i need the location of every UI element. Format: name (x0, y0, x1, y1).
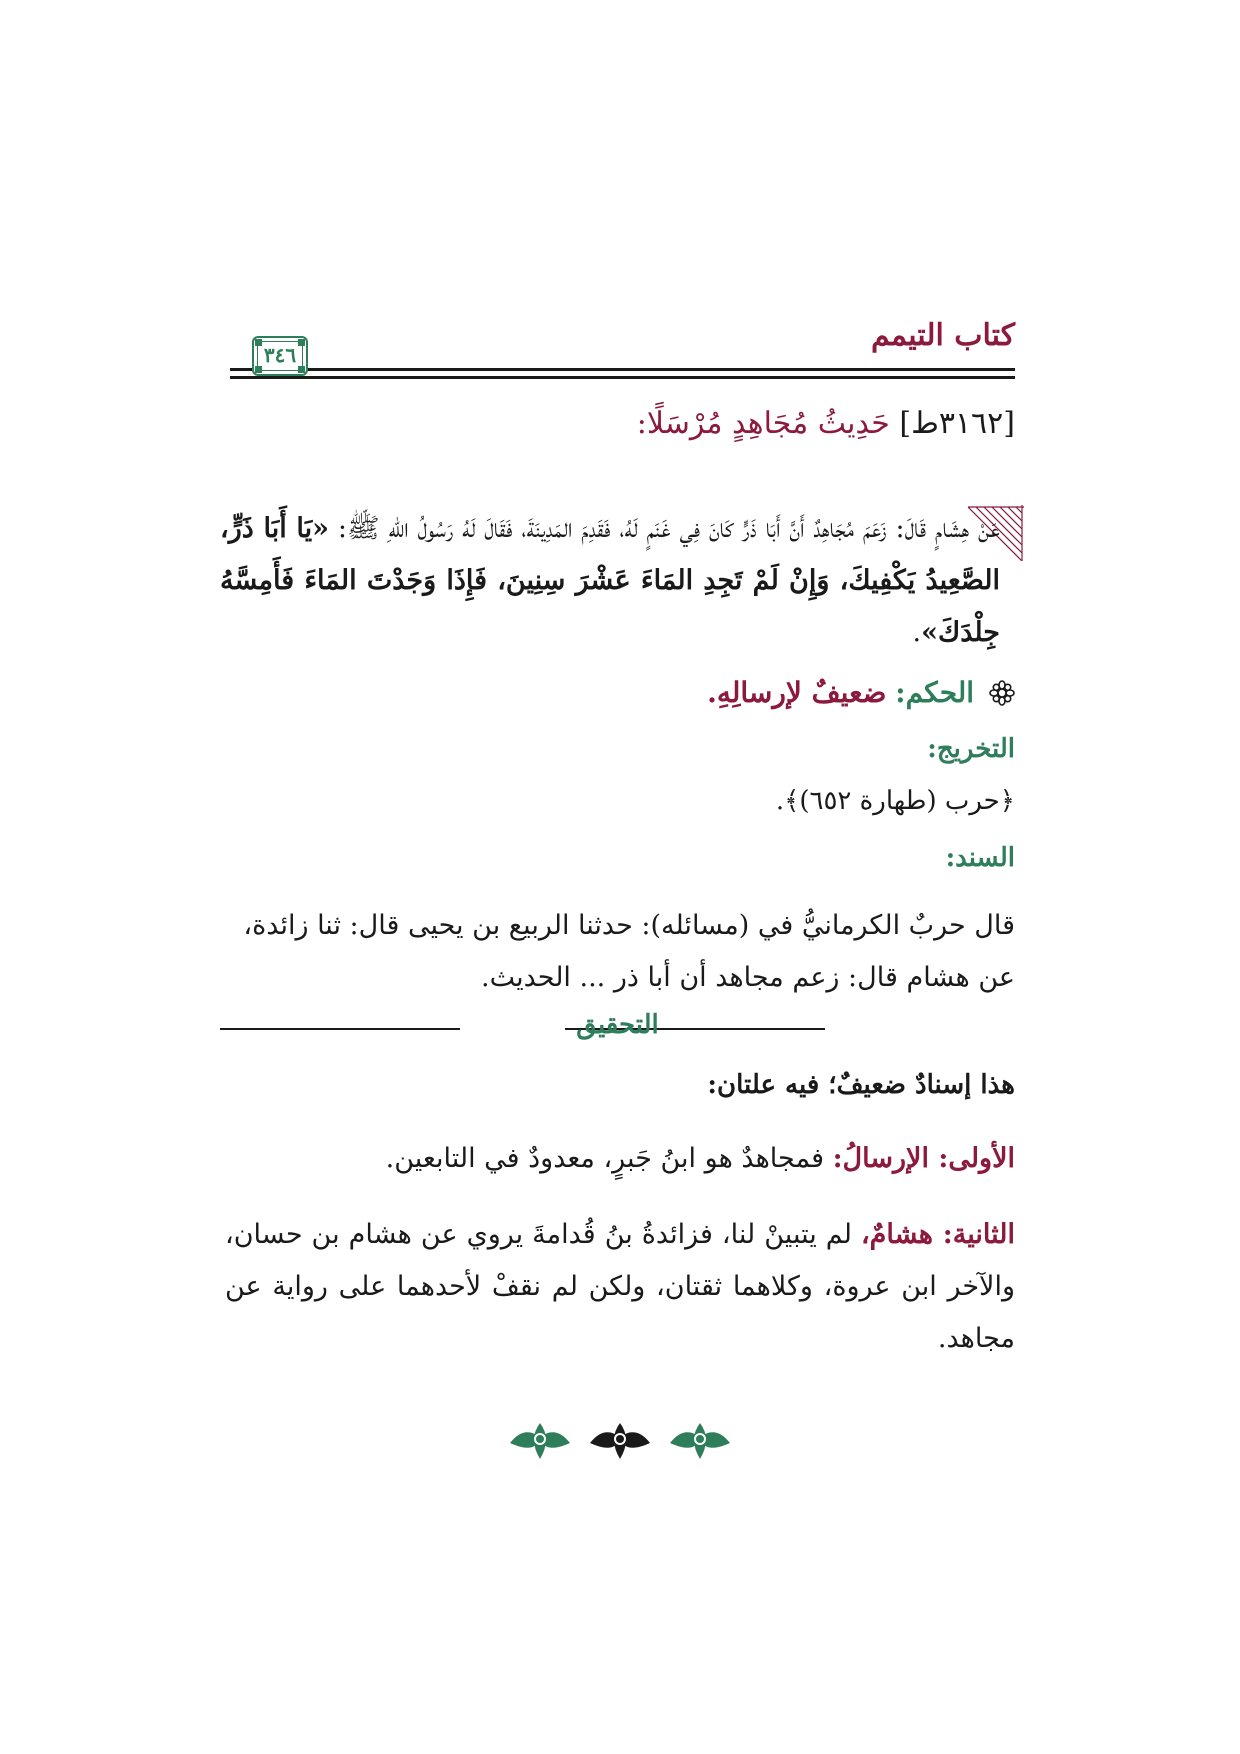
header-rule-bottom (230, 376, 1015, 379)
tahqiq-divider (220, 1010, 1015, 1050)
hadith-name: حَدِيثُ مُجَاهِدٍ مُرْسَلًا: (636, 406, 890, 441)
lotus-icon (590, 1423, 650, 1459)
page-number (252, 336, 308, 376)
flower-icon (989, 680, 1015, 706)
ornament-icon (255, 339, 262, 346)
ornament-icon (298, 366, 305, 373)
page-header (230, 318, 1015, 390)
closing-ornament (506, 1415, 734, 1471)
ruling-value: ضعيفٌ لإرسالِهِ. (707, 676, 887, 709)
second-reason-label: الثانية: هشامٌ، (860, 1219, 1015, 1250)
first-reason (386, 1143, 1015, 1174)
hadith-quote: «يَا أَبَا ذَرٍّ، الصَّعِيدُ يَكْفِيكَ، وَإِنْ لَمْ تَجِدِ المَاءَ عَشْرَ سِنِينَ، فَإِذَا وَجَدْتَ المَاءَ فَأَمِسَّهُ جِلْدَكَ» (220, 513, 1000, 648)
takhrij-text: ﴿حرب (طهارة ٦٥٢)﴾. (775, 786, 1015, 816)
ruling-label: الحكم: (895, 676, 975, 709)
sanad-text: قال حربٌ الكرمانيُّ في (مسائله): حدثنا الربيع بن يحيى قال: ثنا زائدة، عن هشام قال: زعم مجاهد أن أبا ذر ... الحديث. (243, 910, 1015, 993)
analysis-intro: هذا إسنادٌ ضعيفٌ؛ فيه علتان: (707, 1070, 1015, 1100)
second-reason (225, 1209, 1015, 1365)
hadith-title (637, 406, 1015, 441)
first-reason-text: فمجاهدٌ هو ابنُ جَبرٍ، معدودٌ في التابعين. (385, 1143, 833, 1174)
second-reason-text: لم يتبينْ لنا، فزائدةُ بنُ قُدامةَ يروي عن هشام بن حسان، والآخر ابن عروة، وكلاهما ثقتان، ولكن لم نقفْ لأحدهما على رواية عن مجاهد. (225, 1219, 1015, 1354)
page-number-text: ٣٤٦ (263, 343, 297, 367)
hadith-text (220, 503, 1000, 659)
ornament-icon (298, 339, 305, 346)
hadith-end: . (912, 617, 922, 648)
sanad-label: السند: (945, 843, 1015, 873)
ornament-icon (255, 366, 262, 373)
tahqiq-title: التحقيق (576, 1010, 659, 1040)
hadith-number: [٣١٦٢ط] (899, 406, 1015, 441)
lotus-icon (670, 1423, 730, 1459)
book-title: كتاب التيمم (870, 318, 1015, 353)
header-rule-top (230, 368, 1015, 371)
lotus-icon (510, 1423, 570, 1459)
first-reason-label: الأولى: الإرسالُ: (832, 1143, 1015, 1174)
takhrij-label: التخريج: (927, 734, 1015, 764)
hadith-intro: عَنْ هِشَامٍ قَالَ: زَعَمَ مُجَاهِدٌ أَنَّ أَبَا ذَرٍّ كَانَ فِي غَنَمٍ لَهُ، فَقَدِمَ المَدِينَةَ، فَقَالَ لَهُ رَسُولُ اللهِ ﷺ: (329, 513, 1000, 544)
ruling-line (707, 676, 1015, 709)
